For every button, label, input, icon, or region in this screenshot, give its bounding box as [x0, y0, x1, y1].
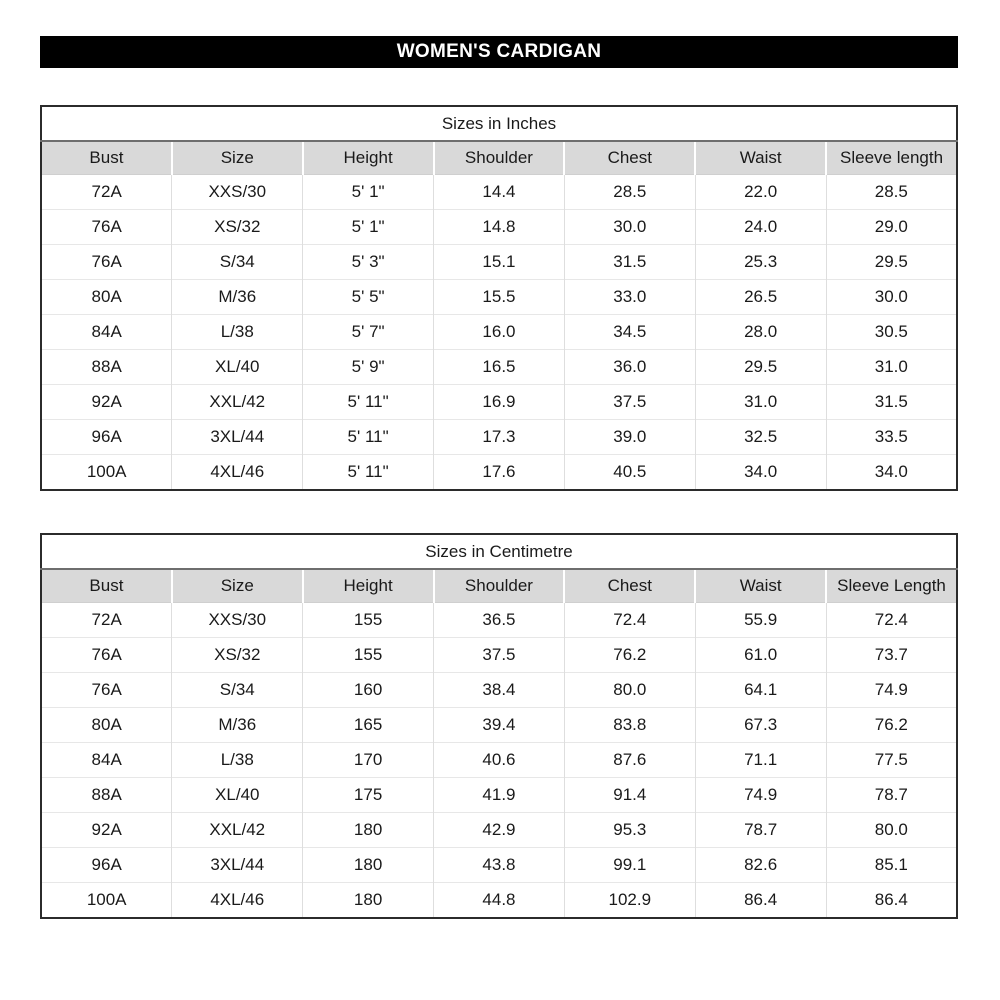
table-cell: 88A	[41, 350, 172, 385]
centimetre-table-section	[40, 533, 958, 919]
table-cell: 25.3	[695, 245, 826, 280]
table-cell: L/38	[172, 743, 303, 778]
table-title: Sizes in Inches	[41, 106, 957, 141]
table-cell: 76A	[41, 638, 172, 673]
table-cell: 30.0	[564, 210, 695, 245]
table-cell: 76.2	[826, 708, 957, 743]
table-header-row	[41, 569, 957, 603]
column-header-chest: Chest	[564, 569, 695, 603]
table-cell: XL/40	[172, 778, 303, 813]
column-header-height: Height	[303, 569, 434, 603]
table-row	[41, 673, 957, 708]
table-cell: 30.0	[826, 280, 957, 315]
column-header-shoulder: Shoulder	[434, 569, 565, 603]
table-cell: L/38	[172, 315, 303, 350]
table-cell: 33.0	[564, 280, 695, 315]
table-cell: 80A	[41, 708, 172, 743]
table-cell: 5' 1"	[303, 210, 434, 245]
column-header-waist: Waist	[695, 141, 826, 175]
table-cell: 17.6	[434, 455, 565, 491]
table-cell: XXL/42	[172, 813, 303, 848]
table-cell: 74.9	[826, 673, 957, 708]
table-cell: 84A	[41, 315, 172, 350]
table-cell: 71.1	[695, 743, 826, 778]
table-cell: S/34	[172, 245, 303, 280]
table-cell: 29.5	[695, 350, 826, 385]
table-cell: XXS/30	[172, 603, 303, 638]
table-cell: 31.0	[826, 350, 957, 385]
table-row	[41, 455, 957, 491]
table-row	[41, 420, 957, 455]
table-cell: 180	[303, 813, 434, 848]
table-cell: 99.1	[564, 848, 695, 883]
table-cell: 80.0	[564, 673, 695, 708]
table-cell: 72A	[91, 182, 122, 201]
table-cell: 83.8	[564, 708, 695, 743]
table-header-row	[41, 141, 957, 175]
table-cell: 22.0	[695, 175, 826, 210]
table-title: Sizes in Centimetre	[41, 534, 957, 569]
table-body	[41, 175, 957, 491]
table-cell: 32.5	[695, 420, 826, 455]
table-cell: 55.9	[695, 603, 826, 638]
table-row	[41, 743, 957, 778]
table-cell: 34.0	[826, 455, 957, 491]
table-cell: 91.4	[564, 778, 695, 813]
table-cell: 5' 1"	[303, 175, 434, 210]
table-cell: 16.9	[434, 385, 565, 420]
sizes-in-inches-table	[40, 105, 958, 491]
table-cell: 34.5	[564, 315, 695, 350]
page-title: WOMEN'S CARDIGAN	[396, 41, 602, 62]
table-cell: 92A	[41, 385, 172, 420]
table-cell: 16.5	[434, 350, 565, 385]
table-cell: 155	[303, 603, 434, 638]
table-cell: 96A	[41, 848, 172, 883]
table-cell: 76A	[41, 673, 172, 708]
table-cell: 3XL/44	[172, 420, 303, 455]
table-cell: 100A	[41, 455, 172, 491]
table-cell: 76A	[41, 245, 172, 280]
table-cell: 30.5	[826, 315, 957, 350]
table-cell: 67.3	[695, 708, 826, 743]
table-row	[41, 175, 957, 210]
table-cell: 78.7	[826, 778, 957, 813]
table-title-row	[41, 534, 957, 569]
column-header-bust: Bust	[41, 141, 172, 175]
table-cell: 4XL/46	[172, 455, 303, 491]
table-cell: 43.8	[434, 848, 565, 883]
table-cell: 40.5	[564, 455, 695, 491]
column-header-size: Size	[172, 141, 303, 175]
table-row	[41, 883, 957, 919]
table-cell: 17.3	[434, 420, 565, 455]
table-cell: S/34	[172, 673, 303, 708]
table-row	[41, 350, 957, 385]
table-cell: 5' 5"	[303, 280, 434, 315]
product-title-banner	[40, 36, 958, 68]
table-cell: 92A	[41, 813, 172, 848]
table-cell: 24.0	[695, 210, 826, 245]
table-cell: 36.5	[434, 603, 565, 638]
table-cell: M/36	[172, 280, 303, 315]
table-cell: 95.3	[564, 813, 695, 848]
table-body	[41, 603, 957, 919]
table-cell: 5' 11"	[303, 455, 434, 491]
table-cell: 5' 9"	[303, 350, 434, 385]
table-cell: 37.5	[434, 638, 565, 673]
table-cell: XL/40	[172, 350, 303, 385]
table-cell: 28.0	[695, 315, 826, 350]
table-cell: XXS/30	[172, 175, 303, 210]
table-title-row	[41, 106, 957, 141]
table-cell: 5' 11"	[303, 420, 434, 455]
table-cell: 61.0	[695, 638, 826, 673]
table-cell: 64.1	[695, 673, 826, 708]
table-cell: XS/32	[172, 638, 303, 673]
table-cell: 41.9	[434, 778, 565, 813]
table-row	[41, 280, 957, 315]
table-cell: 28.5	[826, 175, 957, 210]
column-header-waist: Waist	[695, 569, 826, 603]
table-row	[41, 245, 957, 280]
table-cell: 5' 3"	[303, 245, 434, 280]
table-cell: 102.9	[564, 883, 695, 919]
table-cell: 78.7	[695, 813, 826, 848]
column-header-size: Size	[172, 569, 303, 603]
table-cell: 72.4	[826, 603, 957, 638]
table-cell: 3XL/44	[172, 848, 303, 883]
table-cell: 85.1	[826, 848, 957, 883]
table-cell: 15.5	[434, 280, 565, 315]
table-row	[41, 210, 957, 245]
table-cell: 155	[303, 638, 434, 673]
column-header-sleeve-length: Sleeve Length	[826, 569, 957, 603]
table-cell: 42.9	[434, 813, 565, 848]
table-row	[41, 638, 957, 673]
table-cell: 74.9	[695, 778, 826, 813]
table-cell: 5' 11"	[303, 385, 434, 420]
table-cell: 5' 7"	[303, 315, 434, 350]
table-cell: 33.5	[826, 420, 957, 455]
table-cell: 175	[303, 778, 434, 813]
table-cell: 86.4	[695, 883, 826, 919]
table-cell: 4XL/46	[172, 883, 303, 919]
table-cell: 88A	[41, 778, 172, 813]
table-cell: 72.4	[564, 603, 695, 638]
table-cell: 31.5	[564, 245, 695, 280]
table-row	[41, 385, 957, 420]
table-cell: 31.0	[695, 385, 826, 420]
table-cell: 180	[303, 848, 434, 883]
table-cell: 14.8	[434, 210, 565, 245]
table-cell: 37.5	[564, 385, 695, 420]
table-cell: 39.0	[564, 420, 695, 455]
table-cell: 84A	[41, 743, 172, 778]
table-cell: 26.5	[695, 280, 826, 315]
table-cell: 38.4	[434, 673, 565, 708]
table-cell: 28.5	[564, 175, 695, 210]
column-header-bust: Bust	[41, 569, 172, 603]
table-cell: 29.5	[826, 245, 957, 280]
table-cell: 77.5	[826, 743, 957, 778]
sizes-in-centimetre-table	[40, 533, 958, 919]
table-cell: 165	[303, 708, 434, 743]
table-cell: 80A	[41, 280, 172, 315]
table-cell: 29.0	[826, 210, 957, 245]
table-row	[41, 315, 957, 350]
table-cell: XXL/42	[172, 385, 303, 420]
table-cell: 76.2	[564, 638, 695, 673]
table-cell: 14.4	[434, 175, 565, 210]
column-header-chest: Chest	[564, 141, 695, 175]
table-cell: 80.0	[826, 813, 957, 848]
table-cell: 160	[303, 673, 434, 708]
table-cell: 31.5	[826, 385, 957, 420]
table-row	[41, 778, 957, 813]
table-cell: 96A	[41, 420, 172, 455]
table-cell: 34.0	[695, 455, 826, 491]
table-cell: 86.4	[826, 883, 957, 919]
table-cell: 180	[303, 883, 434, 919]
table-row	[41, 848, 957, 883]
table-cell: 82.6	[695, 848, 826, 883]
table-cell: 36.0	[564, 350, 695, 385]
table-cell: 72A	[91, 610, 122, 629]
table-cell: 100A	[41, 883, 172, 919]
table-cell: XS/32	[172, 210, 303, 245]
table-cell: 73.7	[826, 638, 957, 673]
table-cell: 16.0	[434, 315, 565, 350]
table-cell: 76A	[41, 210, 172, 245]
table-cell: 40.6	[434, 743, 565, 778]
table-cell: 170	[303, 743, 434, 778]
table-cell: 44.8	[434, 883, 565, 919]
table-row	[41, 603, 957, 638]
table-cell: 87.6	[564, 743, 695, 778]
table-cell: 15.1	[434, 245, 565, 280]
column-header-height: Height	[303, 141, 434, 175]
table-row	[41, 708, 957, 743]
table-cell: 39.4	[434, 708, 565, 743]
column-header-shoulder: Shoulder	[434, 141, 565, 175]
inches-table-section	[40, 105, 958, 491]
table-cell: M/36	[172, 708, 303, 743]
table-row	[41, 813, 957, 848]
column-header-sleeve-length: Sleeve length	[826, 141, 957, 175]
